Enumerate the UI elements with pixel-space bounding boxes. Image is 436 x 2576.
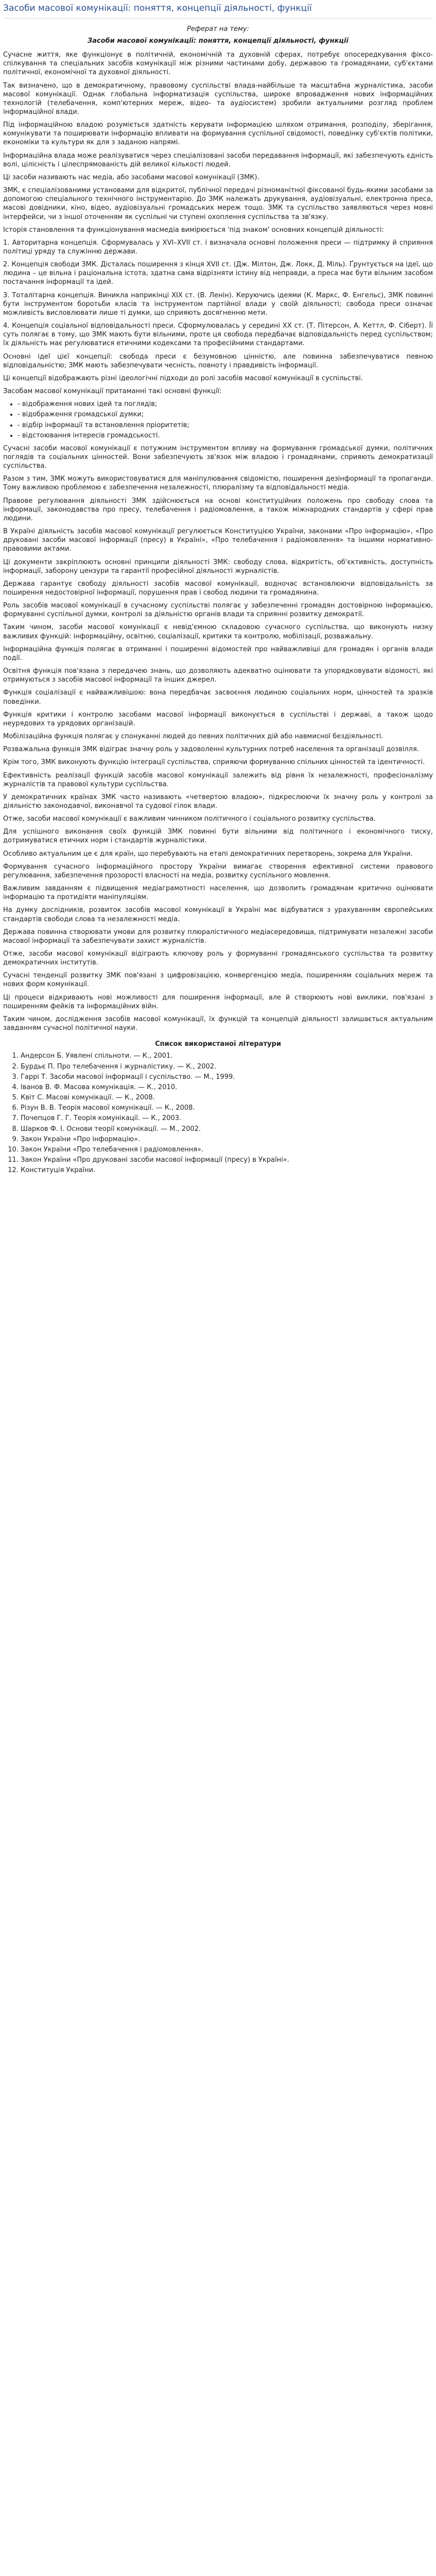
- paragraph: Ефективність реалізації функцій засобів масової комунікації залежить від рівня їх незалежності, професіоналізму журналістів та правової культури суспільства.: [3, 771, 433, 788]
- paragraph: Крім того, ЗМК виконують функцію інтеграції суспільства, сприяючи формуванню спільних цінностей та ідентичності.: [3, 758, 425, 767]
- reference-item: 5. Квіт С. Масові комунікації. — К., 2008.: [21, 1093, 433, 1102]
- paragraph: На думку дослідників, розвиток засобів масової комунікації в Україні має відбуватися з урахуванням європейських стандартів свободи слова та незалежності медіа.: [3, 906, 433, 923]
- paragraph: Сучасні засоби масової комунікації є потужним інструментом впливу на формування громадської думки, політичних поглядів та соціальних цінностей. Вони забезпечують зв'язок між владою і громадянами, сприяють демократизації суспільства.: [3, 444, 433, 470]
- paragraph: Мобілізаційна функція полягає у спонуканні людей до певних політичних дій або навмисної бездіяльності.: [3, 733, 383, 741]
- paragraph: Так визначено, що в демократичному, правовому суспільстві влада-найбільше та масштабна журналістика, засоби масової комунікації. Однак глобальна інформатизація суспільства, широке впровадження нових інформаційних технологій (телебачення, комп'ютерних мереж, відео- та аудіосистем) зробили актуальними розгляд проблем інформаційної влади.: [3, 81, 433, 116]
- page: [0, 0, 436, 1189]
- document-kind: Реферат на тему:: [187, 25, 249, 33]
- functions-intro: Засобам масової комунікації притаманні такі основні функції:: [3, 387, 222, 396]
- reference-item: 1. Андерсон Б. Уявлені спільноти. — К., 2001.: [21, 1052, 433, 1060]
- reference-item: 7. Почепцов Г. Г. Теорія комунікації. — К., 2003.: [21, 1114, 433, 1123]
- functions-list: [3, 400, 433, 440]
- paragraph: Сучасні тенденції розвитку ЗМК пов'язані з цифровізацією, конвергенцією медіа, поширенням соціальних мереж та нових форм комунікації.: [3, 972, 433, 989]
- paragraph: Держава повинна створювати умови для розвитку плюралістичного медіасередовища, підтримувати незалежні засоби масової інформації та забезпечувати захист журналістів.: [3, 928, 433, 945]
- paragraph: Ці процеси відкривають нові можливості для поширення інформації, але й створюють нові виклики, пов'язані з поширенням фейків та інформаційних війн.: [3, 993, 433, 1010]
- references-section: [3, 1040, 433, 1175]
- reference-item: 8. Шарков Ф. І. Основи теорії комунікації. — М., 2002.: [21, 1125, 433, 1133]
- paragraph: Ці концепції відображають різні ідеологічні підходи до ролі засобів масової комунікації в суспільстві.: [3, 374, 363, 382]
- paragraph: Функція критики і контролю засобами масової інформації виконується в суспільстві і державі, а також щодо неурядових та урядових організацій.: [3, 710, 433, 727]
- paragraph: Інформаційна функція полягає в отриманні і поширенні відомостей про найважливіші для громадян і органів влади події.: [3, 645, 433, 662]
- title-divider: [3, 18, 433, 19]
- paragraph: Таким чином, дослідження засобів масової комунікації, їх функцій та концепцій діяльності залишається актуальним завданням сучасної політичної науки.: [3, 1015, 433, 1032]
- paragraph: 4. Концепція соціальної відповідальності преси. Сформулювалась у середині XX ст. (Т. Пітерсон, А. Кеттл, Ф. Сіберт). Її суть полягає в тому, що ЗМК мають бути вільними, проте ця свобода передбачає відповідальність перед суспільством; їх діяльність має регулюватися етичними кодексами та професійними стандартами.: [3, 322, 433, 348]
- page-title: Засоби масової комунікації: поняття, концепції діяльності, функції: [3, 3, 312, 13]
- paragraph: Розважальна функція ЗМК відіграє значну роль у задоволенні культурних потреб населення та організації дозвілля.: [3, 745, 419, 754]
- list-item: • - відображення громадської думки;: [18, 410, 433, 419]
- paragraph: Освітня функція пов'язана з передачею знань, що дозволяють адекватно оцінювати та упорядковувати відомості, які отримуються з засобів масової інформації та інших джерел.: [3, 667, 433, 684]
- paragraph: Функція соціалізації є найважливішою: вона передбачає засвоєння людиною соціальних норм, цінностей та зразків поведінки.: [3, 689, 433, 706]
- paragraph: Роль засобів масової комунікації в сучасному суспільстві полягає у забезпеченні громадян достовірною інформацією, формуванні суспільної думки, контролі за діяльністю органів влади та сприянні розвитку демократії.: [3, 602, 433, 619]
- functions-section: [3, 387, 433, 440]
- concepts-section: [3, 226, 433, 383]
- list-item: • - відбір інформації та встановлення пріоритетів;: [18, 421, 433, 430]
- paragraph: Особливо актуальним це є для країн, що перебувають на етапі демократичних перетворень, зокрема для України.: [3, 850, 413, 858]
- reference-item: 2. Бурдьє П. Про телебачення і журналістику. — К., 2002.: [21, 1062, 433, 1071]
- document-title: Засоби масової комунікації: поняття, концепції діяльності, функції: [88, 37, 348, 45]
- paragraph: Важливим завданням є підвищення медіаграмотності населення, що дозволить громадянам критично оцінювати інформацію та протидіяти маніпуляціям.: [3, 885, 433, 902]
- references-title: Список використаної літератури: [155, 1040, 281, 1048]
- reference-item: 11. Закон України «Про друковані засоби масової інформації (пресу) в Україні».: [21, 1156, 433, 1164]
- paragraph: Таким чином, засоби масової комунікації є невід'ємною складовою сучасного суспільства, що виконують низку важливих функцій: інформаційну, освітню, соціалізації, критики та контролю, мобілізації, розважальну.: [3, 623, 433, 640]
- reference-item: 9. Закон України «Про інформацію».: [21, 1135, 433, 1144]
- paragraph: ЗМК, є спеціалізованими установами для відкритої, публічної передачі різноманітної фіксованої будь-якими засобами за допомогою спеціального технічного інструментарію. До ЗМК належать друкування, аудіовізуальні, електронна преса, масові довідники, кіно, відео, аудіовізуальні громадських мереж тощо. ЗМК та суспільство заявляються через мовні інтерфейси, чи з іншої оточенням як суспільні чи ступені охоплення суспільства та зв'язку.: [3, 187, 433, 221]
- reference-item: 6. Різун В. В. Теорія масової комунікації. — К., 2008.: [21, 1104, 433, 1112]
- list-item: • - відстоювання інтересів громадськості.: [18, 431, 433, 440]
- paragraph: В Україні діяльність засобів масової комунікації регулюється Конституцією України, законами «Про інформацію», «Про друковані засоби масової інформації (пресу) в Україні», «Про телебачення і радіомовлення» та іншими нормативно-правовими актами.: [3, 528, 433, 553]
- paragraph: Отже, засоби масової комунікації є важливим чинником політичного і соціального розвитку суспільства.: [3, 815, 376, 823]
- paragraph: Разом з тим, ЗМК можуть використовуватися для маніпулювання свідомістю, поширення дезінформації та пропаганди. Тому важливою проблемою є забезпечення незалежності, плюралізму та відповідальності медіа.: [3, 475, 433, 492]
- paragraph: Держава гарантує свободу діяльності засобів масової комунікації, водночас встановлюючи відповідальність за поширення недостовірної інформації, порушення прав і свобод людини та громадянина.: [3, 580, 433, 597]
- document-body: [3, 25, 433, 1175]
- main-section: [3, 444, 433, 1032]
- paragraph: 3. Тоталітарна концепція. Виникла наприкінці XIX ст. (В. Ленін). Керуючись ідеями (К. Маркс, Ф. Енгельс), ЗМК повинні бути інструментом боротьби класів та інструментом партійної влади у своїй діяльності; свобода преси означає можливість висловлювати лише ті думки, що сприяють досягненню мети.: [3, 291, 433, 317]
- paragraph: Отже, засоби масової комунікації відіграють ключову роль у формуванні громадянського суспільства та розвитку демократичних інститутів.: [3, 950, 433, 967]
- reference-item: 10. Закон України «Про телебачення і радіомовлення».: [21, 1145, 433, 1154]
- paragraph: Ці засоби називають нас медіа, або засобами масової комунікації (ЗМК).: [3, 173, 259, 181]
- intro-section: [3, 50, 433, 222]
- paragraph: Сучасне життя, яке функціонує в політичній, економічній та духовній сферах, потребує опосередкування фіксо-спілкування та спеціальних засобів комунікації між різними частинами добу, державою та громадянами, суб'єктами політичної, економічної та духовної діяльності.: [3, 51, 433, 77]
- paragraph: 1. Авторитарна концепція. Сформувалась у XVI–XVII ст. і визначала основні положення преси — підтримку й сприяння політиці уряду та служінню держави.: [3, 239, 433, 256]
- paragraph: Формування сучасного інформаційного простору України вимагає створення ефективної системи правового регулювання, забезпечення прозорості власності на медіа, розвитку суспільного мовлення.: [3, 862, 433, 879]
- reference-item: 4. Іванов В. Ф. Масова комунікація. — К., 2010.: [21, 1083, 433, 1092]
- paragraph: Ці документи закріплюють основні принципи діяльності ЗМК: свободу слова, відкритість, об'єктивність, доступність інформації, заборону цензури та гарантії професійної діяльності журналістів.: [3, 558, 433, 575]
- paragraph: Інформаційна влада може реалізуватися через спеціалізовані засоби передавання інформації, які забезпечують єдність волі, цілісність і цілеспрямованість дій великої кількості людей.: [3, 151, 433, 168]
- reference-item: 3. Гаррі Т. Засоби масової інформації і суспільство. — М., 1999.: [21, 1073, 433, 1081]
- paragraph: Основні ідеї цієї концепції: свобода преси є безумовною цінністю, але повинна забезпечуватися певною відповідальністю; ЗМК мають забезпечувати чесність, повноту і правдивість інформації.: [3, 352, 433, 369]
- paragraph: У демократичних країнах ЗМК часто називають «четвертою владою», підкреслюючи їх значну роль у контролі за діяльністю законодавчої, виконавчої та судової гілок влади.: [3, 793, 433, 810]
- paragraph: Правове регулювання діяльності ЗМК здійснюється на основі конституційних положень про свободу слова та інформації, законодавства про пресу, телебачення і радіомовлення, а також міжнародних стандартів у сфері прав людини.: [3, 497, 433, 522]
- paragraph: Для успішного виконання своїх функцій ЗМК повинні бути вільними від політичного і економічного тиску, дотримуватися етичних норм і стандартів журналістики.: [3, 828, 433, 845]
- paragraph: Історія становлення та функціонування масмедіа вимірюється 'під знаком' основних концепцій діяльності:: [3, 226, 384, 234]
- paragraph: 2. Концепція свободи ЗМК. Дісталась поширення з кінця XVII ст. (Дж. Мілтон, Дж. Локк, Д. Міль). Ґрунтується на ідеї, що людина – це вільна і раціональна істота, здатна сама відрізняти істину від неправди, а преса має бути вільним засобом постачання інформації та ідей.: [3, 261, 433, 286]
- paragraph: Під інформаційною владою розуміється здатність керувати інформацією шляхом отримання, розподілу, зберігання, комунікувати та поширювати інформацію впливати на формування суспільної свідомості, поведінку суб'єктів політики, економіки та культури як для з заданою напрямі.: [3, 121, 433, 147]
- references-list: [3, 1052, 433, 1175]
- list-item: • - відображення нових ідей та поглядів;: [18, 400, 433, 409]
- reference-item: 12. Конституція України.: [21, 1166, 433, 1175]
